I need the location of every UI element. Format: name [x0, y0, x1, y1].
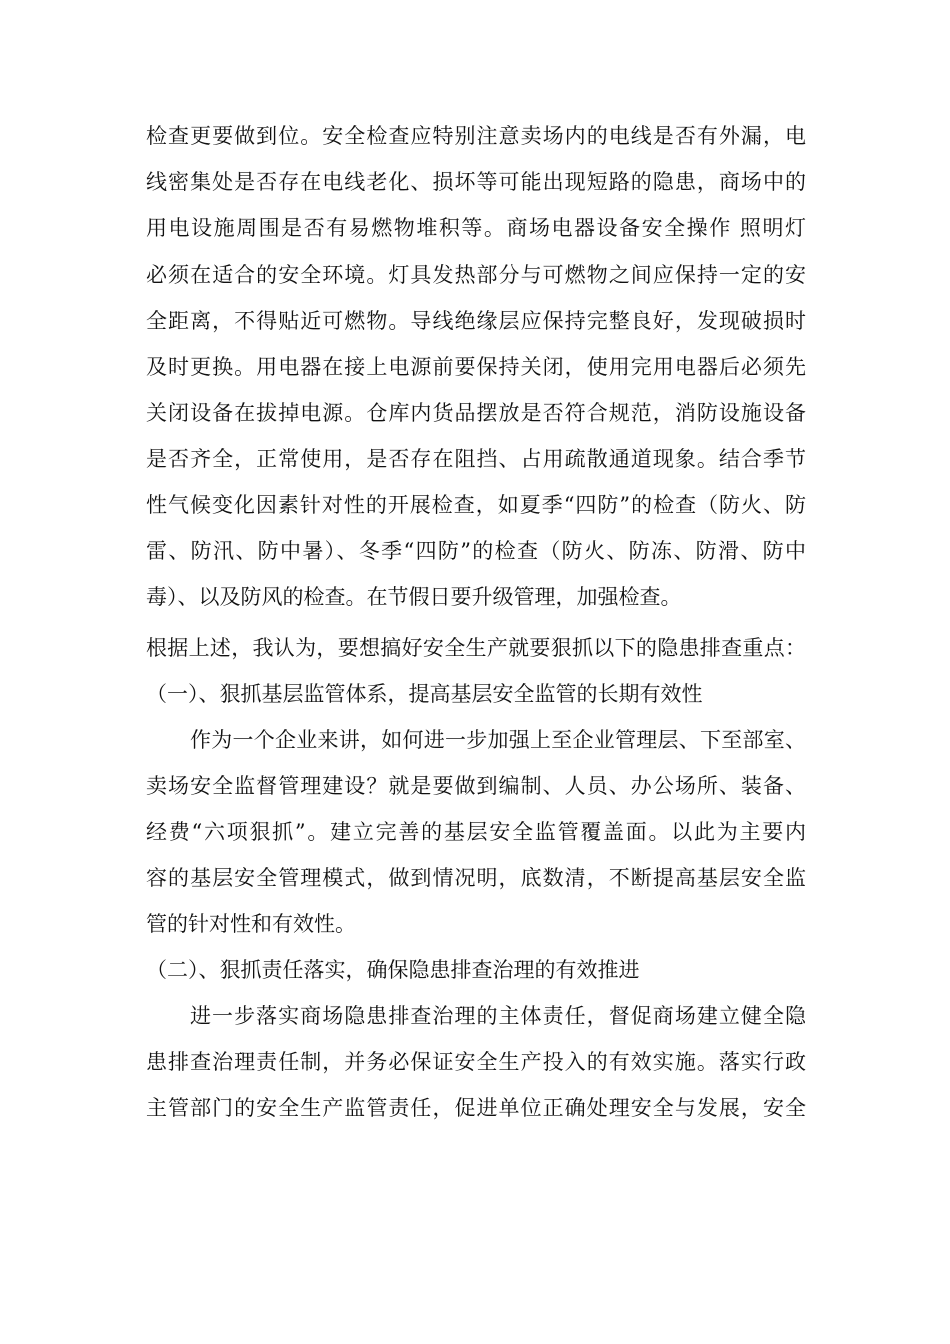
paragraph-line: 检查更要做到位。安全检查应特别注意卖场内的电线是否有外漏，电	[146, 124, 806, 148]
section-heading: （一）、狠抓基层监管体系，提高基层安全监管的长期有效性	[146, 682, 703, 706]
paragraph-line: 全距离，不得贴近可燃物。导线绝缘层应保持完整良好，发现破损时	[146, 309, 806, 333]
paragraph-line: 雷、防汛、防中暑）、冬季“四防”的检查（防火、防冻、防滑、防中	[146, 539, 806, 563]
paragraph-line: 线密集处是否存在电线老化、损坏等可能出现短路的隐患，商场中的	[146, 170, 806, 194]
paragraph-line: 及时更换。用电器在接上电源前要保持关闭，使用完用电器后必须先	[146, 355, 806, 379]
paragraph-line: 经费“六项狠抓”。建立完善的基层安全监管覆盖面。以此为主要内	[146, 820, 806, 844]
paragraph-line: 用电设施周围是否有易燃物堆积等。商场电器设备安全操作 照明灯	[146, 216, 806, 240]
paragraph-line: 作为一个企业来讲，如何进一步加强上至企业管理层、下至部室、	[190, 728, 806, 752]
paragraph-line: 毒）、以及防风的检查。在节假日要升级管理，加强检查。	[146, 585, 682, 609]
paragraph-line: 必须在适合的安全环境。灯具发热部分与可燃物之间应保持一定的安	[146, 263, 806, 287]
paragraph-line: 关闭设备在拔掉电源。仓库内货品摆放是否符合规范，消防设施设备	[146, 401, 806, 425]
section-heading: （二）、狠抓责任落实，确保隐患排查治理的有效推进	[146, 958, 640, 982]
paragraph-line: 容的基层安全管理模式，做到情况明，底数清，不断提高基层安全监	[146, 866, 806, 890]
paragraph-line: 主管部门的安全生产监管责任，促进单位正确处理安全与发展，安全	[146, 1096, 806, 1120]
paragraph-line: 性气候变化因素针对性的开展检查，如夏季“四防”的检查（防火、防	[146, 493, 806, 517]
paragraph-line: 是否齐全，正常使用，是否存在阻挡、占用疏散通道现象。结合季节	[146, 447, 806, 471]
paragraph-line: 管的针对性和有效性。	[146, 912, 356, 936]
paragraph-line: 进一步落实商场隐患排查治理的主体责任，督促商场建立健全隐	[190, 1004, 806, 1028]
paragraph-line: 卖场安全监督管理建设？就是要做到编制、人员、办公场所、装备、	[146, 774, 806, 798]
paragraph-line: 根据上述，我认为，要想搞好安全生产就要狠抓以下的隐患排查重点：	[146, 636, 806, 660]
paragraph-line: 患排查治理责任制，并务必保证安全生产投入的有效实施。落实行政	[146, 1050, 806, 1074]
